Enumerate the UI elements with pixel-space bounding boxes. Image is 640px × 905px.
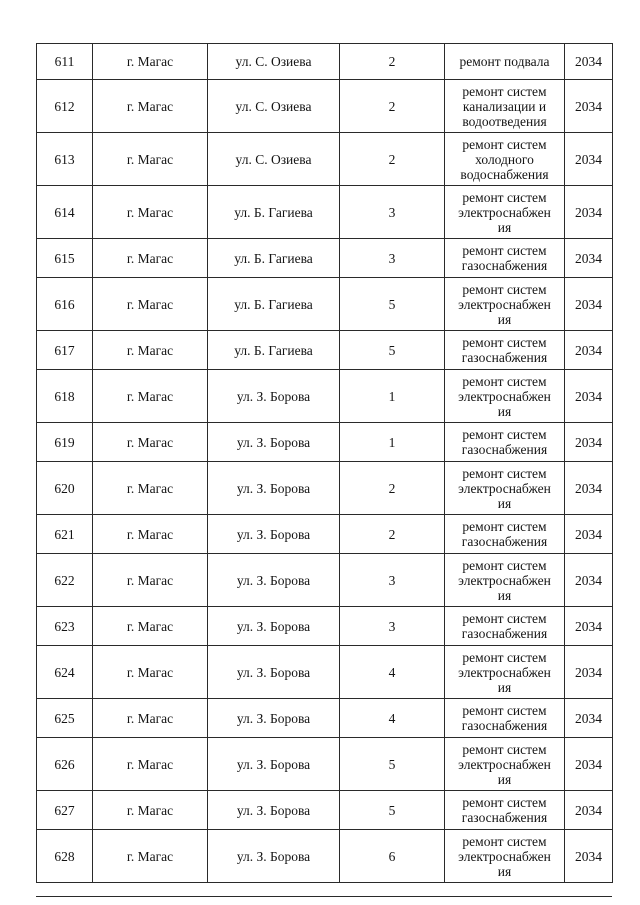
table-row bbox=[37, 646, 613, 699]
year-cell: 2034 bbox=[565, 278, 613, 331]
city-cell: г. Магас bbox=[93, 646, 208, 699]
work-type-cell bbox=[445, 80, 565, 133]
year-cell: 2034 bbox=[565, 699, 613, 738]
work-type-line: газоснабжения bbox=[461, 626, 548, 641]
work-type-line: канализации и bbox=[462, 98, 547, 114]
work-type-line: ия bbox=[497, 311, 512, 327]
city-cell: г. Магас bbox=[93, 331, 208, 370]
street-cell: ул. З. Борова bbox=[208, 646, 340, 699]
work-type-line: ия bbox=[497, 587, 512, 603]
street-cell: ул. Б. Гагиева bbox=[208, 278, 340, 331]
work-type-line: электроснабжен bbox=[458, 664, 551, 680]
work-type-line: газоснабжения bbox=[461, 534, 548, 549]
house-number-cell: 2 bbox=[340, 133, 445, 186]
work-type-cell bbox=[445, 830, 565, 883]
house-number-cell: 1 bbox=[340, 423, 445, 462]
table-row bbox=[37, 607, 613, 646]
year-cell: 2034 bbox=[565, 370, 613, 423]
year-cell: 2034 bbox=[565, 423, 613, 462]
work-type-cell bbox=[445, 44, 565, 80]
work-type-line: электроснабжен bbox=[458, 572, 551, 588]
work-type-cell bbox=[445, 133, 565, 186]
work-type-line: ремонт систем bbox=[462, 611, 547, 626]
row-number-cell: 611 bbox=[37, 44, 93, 80]
table-row bbox=[37, 133, 613, 186]
work-type-line: ремонт систем bbox=[462, 833, 547, 849]
work-type-line: ия bbox=[497, 863, 512, 879]
row-number-cell: 617 bbox=[37, 331, 93, 370]
year-cell: 2034 bbox=[565, 331, 613, 370]
street-cell: ул. С. Озиева bbox=[208, 80, 340, 133]
year-cell: 2034 bbox=[565, 554, 613, 607]
street-cell: ул. З. Борова bbox=[208, 738, 340, 791]
table-row bbox=[37, 515, 613, 554]
work-type-line: ремонт систем bbox=[462, 83, 547, 99]
city-cell: г. Магас bbox=[93, 44, 208, 80]
year-cell: 2034 bbox=[565, 830, 613, 883]
row-number-cell: 613 bbox=[37, 133, 93, 186]
work-type-line: ремонт систем bbox=[462, 136, 547, 152]
table-row bbox=[37, 699, 613, 738]
year-cell: 2034 bbox=[565, 462, 613, 515]
work-type-line: ремонт систем bbox=[462, 795, 547, 810]
work-type-line: электроснабжен bbox=[458, 848, 551, 864]
house-number-cell: 1 bbox=[340, 370, 445, 423]
table-row bbox=[37, 554, 613, 607]
work-type-line: ремонт систем bbox=[462, 427, 547, 442]
street-cell: ул. Б. Гагиева bbox=[208, 239, 340, 278]
work-type-cell bbox=[445, 738, 565, 791]
table-row bbox=[37, 791, 613, 830]
work-type-line: ремонт систем bbox=[462, 703, 547, 718]
work-type-cell bbox=[445, 278, 565, 331]
house-number-cell: 5 bbox=[340, 331, 445, 370]
table-body bbox=[37, 44, 613, 883]
work-type-line: ремонт систем bbox=[462, 189, 547, 205]
work-type-line: ия bbox=[497, 403, 512, 419]
city-cell: г. Магас bbox=[93, 830, 208, 883]
work-type-line: ремонт систем bbox=[462, 557, 547, 573]
work-type-cell bbox=[445, 791, 565, 830]
work-type-line: электроснабжен bbox=[458, 480, 551, 496]
work-type-cell bbox=[445, 423, 565, 462]
city-cell: г. Магас bbox=[93, 370, 208, 423]
city-cell: г. Магас bbox=[93, 80, 208, 133]
house-number-cell: 4 bbox=[340, 699, 445, 738]
house-number-cell: 2 bbox=[340, 515, 445, 554]
work-type-line: электроснабжен bbox=[458, 204, 551, 220]
house-number-cell: 3 bbox=[340, 607, 445, 646]
year-cell: 2034 bbox=[565, 186, 613, 239]
house-number-cell: 4 bbox=[340, 646, 445, 699]
city-cell: г. Магас bbox=[93, 607, 208, 646]
work-type-line: газоснабжения bbox=[461, 258, 548, 273]
work-type-line: ия bbox=[497, 219, 512, 235]
house-number-cell: 2 bbox=[340, 462, 445, 515]
table-row bbox=[37, 239, 613, 278]
work-type-line: ремонт подвала bbox=[459, 54, 550, 69]
work-type-line: электроснабжен bbox=[458, 296, 551, 312]
work-type-line: электроснабжен bbox=[458, 756, 551, 772]
row-number-cell: 627 bbox=[37, 791, 93, 830]
work-type-line: ия bbox=[497, 679, 512, 695]
street-cell: ул. З. Борова bbox=[208, 423, 340, 462]
table-row bbox=[37, 738, 613, 791]
row-number-cell: 619 bbox=[37, 423, 93, 462]
year-cell: 2034 bbox=[565, 44, 613, 80]
table-row bbox=[37, 830, 613, 883]
row-number-cell: 628 bbox=[37, 830, 93, 883]
work-type-cell bbox=[445, 331, 565, 370]
work-type-line: газоснабжения bbox=[461, 718, 548, 733]
work-type-line: ия bbox=[497, 495, 512, 511]
work-type-line: водоотведения bbox=[462, 113, 547, 129]
work-type-line: ремонт систем bbox=[462, 519, 547, 534]
street-cell: ул. Б. Гагиева bbox=[208, 331, 340, 370]
work-type-cell bbox=[445, 699, 565, 738]
row-number-cell: 622 bbox=[37, 554, 93, 607]
row-number-cell: 615 bbox=[37, 239, 93, 278]
row-number-cell: 614 bbox=[37, 186, 93, 239]
year-cell: 2034 bbox=[565, 515, 613, 554]
work-type-line: ремонт систем bbox=[462, 741, 547, 757]
row-number-cell: 618 bbox=[37, 370, 93, 423]
house-number-cell: 3 bbox=[340, 239, 445, 278]
row-number-cell: 612 bbox=[37, 80, 93, 133]
table-row bbox=[37, 423, 613, 462]
work-type-cell bbox=[445, 186, 565, 239]
work-type-cell bbox=[445, 607, 565, 646]
street-cell: ул. С. Озиева bbox=[208, 133, 340, 186]
work-type-line: ремонт систем bbox=[462, 335, 547, 350]
work-type-line: ремонт систем bbox=[462, 281, 547, 297]
city-cell: г. Магас bbox=[93, 791, 208, 830]
work-type-line: ия bbox=[497, 771, 512, 787]
house-number-cell: 6 bbox=[340, 830, 445, 883]
street-cell: ул. З. Борова bbox=[208, 607, 340, 646]
work-type-line: ремонт систем bbox=[462, 649, 547, 665]
street-cell: ул. З. Борова bbox=[208, 791, 340, 830]
work-type-line: газоснабжения bbox=[461, 442, 548, 457]
work-type-line: ремонт систем bbox=[462, 243, 547, 258]
city-cell: г. Магас bbox=[93, 278, 208, 331]
year-cell: 2034 bbox=[565, 80, 613, 133]
house-number-cell: 5 bbox=[340, 278, 445, 331]
work-type-line: электроснабжен bbox=[458, 388, 551, 404]
street-cell: ул. С. Озиева bbox=[208, 44, 340, 80]
table-row bbox=[37, 186, 613, 239]
table-row bbox=[37, 80, 613, 133]
table-row bbox=[37, 278, 613, 331]
work-type-line: газоснабжения bbox=[461, 810, 548, 825]
house-number-cell: 5 bbox=[340, 738, 445, 791]
work-type-cell bbox=[445, 515, 565, 554]
street-cell: ул. З. Борова bbox=[208, 699, 340, 738]
house-number-cell: 3 bbox=[340, 186, 445, 239]
table-bottom-edge bbox=[36, 896, 612, 897]
city-cell: г. Магас bbox=[93, 699, 208, 738]
street-cell: ул. З. Борова bbox=[208, 370, 340, 423]
row-number-cell: 624 bbox=[37, 646, 93, 699]
table-row bbox=[37, 462, 613, 515]
work-type-cell bbox=[445, 239, 565, 278]
repair-schedule-table bbox=[36, 43, 613, 883]
house-number-cell: 2 bbox=[340, 80, 445, 133]
city-cell: г. Магас bbox=[93, 515, 208, 554]
street-cell: ул. З. Борова bbox=[208, 462, 340, 515]
street-cell: ул. З. Борова bbox=[208, 554, 340, 607]
house-number-cell: 5 bbox=[340, 791, 445, 830]
work-type-cell bbox=[445, 462, 565, 515]
year-cell: 2034 bbox=[565, 791, 613, 830]
row-number-cell: 623 bbox=[37, 607, 93, 646]
city-cell: г. Магас bbox=[93, 554, 208, 607]
year-cell: 2034 bbox=[565, 607, 613, 646]
city-cell: г. Магас bbox=[93, 186, 208, 239]
table-row bbox=[37, 44, 613, 80]
city-cell: г. Магас bbox=[93, 423, 208, 462]
table-row bbox=[37, 370, 613, 423]
year-cell: 2034 bbox=[565, 738, 613, 791]
city-cell: г. Магас bbox=[93, 462, 208, 515]
work-type-line: холодного bbox=[475, 151, 534, 167]
year-cell: 2034 bbox=[565, 239, 613, 278]
house-number-cell: 2 bbox=[340, 44, 445, 80]
house-number-cell: 3 bbox=[340, 554, 445, 607]
city-cell: г. Магас bbox=[93, 133, 208, 186]
row-number-cell: 620 bbox=[37, 462, 93, 515]
work-type-line: ремонт систем bbox=[462, 373, 547, 389]
work-type-cell bbox=[445, 370, 565, 423]
work-type-cell bbox=[445, 646, 565, 699]
year-cell: 2034 bbox=[565, 646, 613, 699]
year-cell: 2034 bbox=[565, 133, 613, 186]
work-type-line: ремонт систем bbox=[462, 465, 547, 481]
table-row bbox=[37, 331, 613, 370]
street-cell: ул. З. Борова bbox=[208, 515, 340, 554]
row-number-cell: 621 bbox=[37, 515, 93, 554]
city-cell: г. Магас bbox=[93, 738, 208, 791]
work-type-cell bbox=[445, 554, 565, 607]
work-type-line: газоснабжения bbox=[461, 350, 548, 365]
row-number-cell: 625 bbox=[37, 699, 93, 738]
city-cell: г. Магас bbox=[93, 239, 208, 278]
street-cell: ул. З. Борова bbox=[208, 830, 340, 883]
row-number-cell: 616 bbox=[37, 278, 93, 331]
row-number-cell: 626 bbox=[37, 738, 93, 791]
street-cell: ул. Б. Гагиева bbox=[208, 186, 340, 239]
work-type-line: водоснабжения bbox=[460, 166, 549, 182]
